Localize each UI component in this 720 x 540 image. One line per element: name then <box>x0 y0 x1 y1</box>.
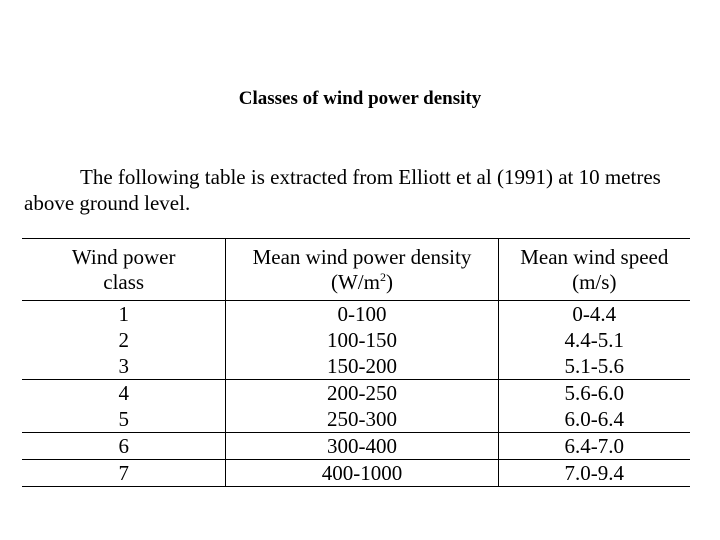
table-row <box>22 353 690 380</box>
cell-speed: 0-4.4 <box>572 301 617 326</box>
cell-class: 5 <box>22 406 226 433</box>
cell-speed: 5.1-5.6 <box>498 353 690 380</box>
header-text: Mean wind power density <box>252 245 472 269</box>
cell-density: 100-150 <box>226 327 498 353</box>
cell-density: 0-100 <box>226 301 498 328</box>
cell-density: 300-400 <box>226 433 498 460</box>
document-title: Classes of wind power density <box>238 88 482 109</box>
header-mean-wind-speed <box>498 239 690 301</box>
table-row <box>22 380 690 407</box>
cell-density: 400-1000 <box>226 460 498 487</box>
table-row <box>22 406 690 433</box>
cell-speed: 6.4-7.0 <box>498 433 690 460</box>
table-header-row <box>22 239 690 301</box>
cell-class: 1 <box>118 301 129 326</box>
table-row <box>22 327 690 353</box>
cell-class: 7 <box>22 460 226 487</box>
table-row <box>22 460 690 487</box>
cell-density: 200-250 <box>226 380 498 407</box>
cell-class: 4 <box>118 380 129 405</box>
cell-speed: 6.0-6.4 <box>498 406 690 433</box>
cell-speed: 5.6-6.0 <box>564 380 625 405</box>
unit-text: (W/m <box>330 270 380 294</box>
cell-density: 150-200 <box>226 353 498 380</box>
unit-text: ) <box>385 270 393 294</box>
wind-power-table <box>22 238 690 487</box>
header-text <box>226 270 497 295</box>
header-text: Mean wind speed <box>520 245 669 269</box>
cell-density: 250-300 <box>226 406 498 433</box>
header-text: class <box>103 270 145 294</box>
cell-speed: 4.4-5.1 <box>564 327 625 352</box>
intro-paragraph <box>24 164 704 216</box>
cell-speed: 7.0-9.4 <box>498 460 690 487</box>
cell-class: 2 <box>118 327 129 352</box>
unit-superscript: 2 <box>379 270 386 284</box>
cell-class: 6 <box>22 433 226 460</box>
header-text: (m/s) <box>572 270 617 294</box>
intro-text: The following table is extracted from Elliott et al (1991) at 10 metres above ground level. <box>24 165 661 215</box>
header-mean-power-density <box>226 239 498 301</box>
header-text: Wind power <box>71 245 176 269</box>
cell-class: 3 <box>22 353 226 380</box>
header-wind-power-class <box>22 239 226 301</box>
table-row <box>22 301 690 328</box>
table-row <box>22 433 690 460</box>
